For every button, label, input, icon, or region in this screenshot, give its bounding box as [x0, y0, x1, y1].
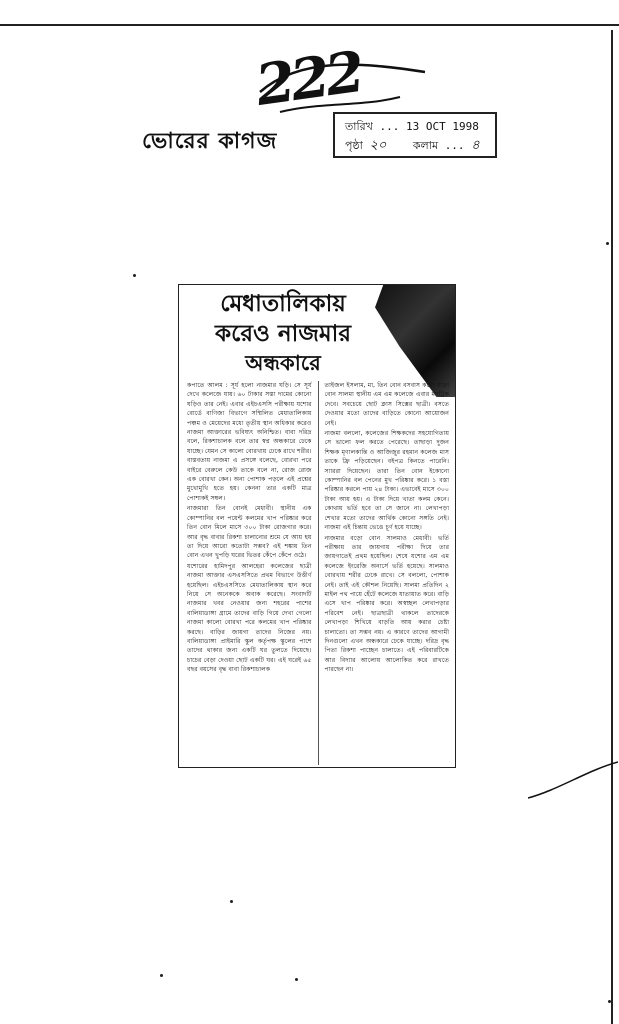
- column-divider: [318, 381, 319, 765]
- stamp-page-value: ২০: [369, 138, 387, 153]
- speck: [160, 974, 163, 977]
- article-paragraph: কপাতে আলম : সূর্য হলো নাজমার ঘড়ি। সে সূর্য দেখে কলেজে যায়। ৬০ টাকার সস্তা দামের কোনো ঘড়িও তার নেই। এবার এইচএসসি পরীক্ষায় যশোর বোর্ডে বাণিজ্য বিভাগে সম্মিলিত মেধাতালিকায় পঞ্চম ও মেয়েদের মধ্যে তৃতীয় স্থান অধিকার করেও নাজমা আক্তারের ভবিষ্যৎ অনিশ্চিত। বাবা দরিদ্র বলে, রিকশাচালক বলে তার স্বপ্ন অন্ধকারে ঢেকে যাচ্ছে। যেমন সে কালো বোরখায় ঢেকে রাখে শরীর। বাস্তবতায় নাজমা এ প্রসঙ্গে বলেছে, বোরখা পরে বাইরে বেরুলে কেউ তাকে বলে না, রোজ রোজ এক বোরখা কেন। অন্য পোশাক পড়লে এই প্রশ্নের মুখোমুখি হতে হয়। কেননা তার একটি মাত্র পোশাকই সম্বল।: [187, 382, 312, 502]
- top-border-line: [0, 24, 619, 26]
- newspaper-clipping: [178, 284, 456, 768]
- article-paragraph: নাজমা বললো, কলেজের শিক্ষকদের সহযোগিতায় সে ভালো ফল করতে পেরেছে। তাছাড়া দুজন শিক্ষক মৃণালকান্তি ও আজিজুর রহমান কলেজ মাস তাকে ফ্রি পড়িয়েছেন। বইপত্র কিনতে পারেনি। স্যাররা দিয়েছেন। তারা তিন বোন ইকোনো কোম্পানির বল পেনের মুখ পরিষ্কার করে। ১ বস্তা পরিষ্কার করলে পায় ২৪ টাকা। এভাবেই মাসে ৩০০ টাকা আয় হয়। এ টাকা দিয়ে খাতা কলম কেনে। কোথায় ভর্তি হবে তা সে জানে না। লেখাপড়া শেখার মতো তাদের আর্থিক কোনো সঙ্গতি নেই। নাজমা এই চিন্তায় ভেঙে চূর্ণ হয়ে যাচ্ছে।: [324, 430, 449, 532]
- headline-line-2: করেও নাজমার: [215, 321, 351, 347]
- right-border-line: [611, 30, 613, 1024]
- article-column-1: [187, 381, 312, 765]
- speck: [230, 900, 233, 903]
- article-paragraph: নাজমার বড়ো বোন সালমাও মেধাবী। ভর্তি পরীক্ষায় তার জায়গায় পরীক্ষা দিয়ে তার জায়গাতেই প্রথম হয়েছিল। শেষে যশোর এম এম কলেজে ইংরেজি অনার্সে ভর্তি হয়েছে। সালমাও বোরখায় শরীর ঢেকে রাখে। সে বললো, পোশাক নেই। তাই এই কৌশল নিয়েছি। সালমা প্রতিদিন ২ মাইল পথ পায়ে হেঁটে কলেজে যাতায়াত করে। বাড়ি এসে খাপ পরিষ্কার করে। অস্বচ্ছল লেখাপড়ার পরিবেশ নেই। ছাত্রছাত্রী থাকলে তাদেরকে লেখাপড়া শিখিয়ে বাড়তি আয় করার চেষ্টা চালাতো। তা সম্ভব নয়। এ কারণে তাদের আগামী দিনগুলো এখন অন্ধকারে ঢেকে যাচ্ছে। দরিদ্র বৃদ্ধ পিতা রিকশা পাচ্ছেন চালাতে। এই পরিবারটিকে আর বিদ্যার আলোয় আলোকিত করে রাখতে পারছেন না।: [324, 534, 449, 674]
- date-stamp: [333, 112, 497, 158]
- speck: [133, 274, 136, 277]
- stamp-date-label: তারিখ: [345, 120, 373, 133]
- stamp-date-value: 13 OCT 1998: [406, 120, 479, 133]
- stamp-page-label: পৃষ্ঠা: [345, 139, 363, 152]
- article-paragraph: নাজমারা তিন বোনই মেধাবী। স্থানীয় এক কোম্পানির বল পয়েন্ট কলমের খাপ পরিষ্কার করে তিন বোন মিলে মাসে ৩০০ টাকা রোজগার করে। আর বৃদ্ধ বাবার রিকশা চালানোর শ্রমে যে আয় হয় তা দিয়ে আরো কতোটা সম্ভব? এই শঙ্কায় তিন বোন এখন খুপড়ি ঘরের ভিতর কেঁপে কেঁপে ওঠে।: [187, 505, 312, 560]
- stamp-page-line: পৃষ্ঠা ২০ কলাম ... ৪: [345, 138, 480, 153]
- headline-line-1: মেধাতালিকায়: [220, 291, 346, 317]
- newspaper-masthead: ভোরের কাগজ: [142, 129, 278, 154]
- stamp-column-label: কলাম: [412, 139, 439, 152]
- clipping-headline: [185, 289, 381, 377]
- headline-line-3: অন্ধকারে: [245, 351, 321, 375]
- ink-mark: [528, 760, 618, 800]
- stamp-date-line: তারিখ ... 13 OCT 1998: [345, 120, 479, 133]
- speck: [295, 978, 298, 981]
- article-column-2: [324, 381, 449, 765]
- article-paragraph: তাইজল ইসলাম, মা, তিন বোন বসবাস করে। বড়ো বোন সালমা স্থানীয় এম এম কলেজে এবার ম্যাট্রিক দেবে। সবচেয়ে ছোট ক্লাস সিক্সের ছাত্রী। বসতে দেওয়ার মতো তাদের বাড়িতে কোনো আয়োজন নেই।: [324, 382, 449, 427]
- article-paragraph: যশোরের হামিদপুর আলহেরা কলেজের ছাত্রী নাজমা আক্তার এসএসসিতে প্রথম বিভাগে উত্তীর্ণ হয়েছিল। এইচএসসিতে মেধাতালিকায় স্থান করে নিয়ে সে অনেককে অবাক করেছে। সংবাদটি নাজমার খবর নেওয়ার জন্য শহরের পাশের বালিয়াডাঙ্গা গ্রামে তাদের বাড়ি গিয়ে দেখা গেলো নাজমা কালো বোরখা পরে কলমের খাপ পরিষ্কার করছে। বাড়ির জায়গা তাদের নিজের নয়। বালিয়াডাঙ্গা প্রাইমারি স্কুল কর্তৃপক্ষ স্কুলের পাশে তাদের থাকার জন্য একটি ঘর তুলতে দিয়েছে। চাচের বেড়া দেওয়া ছোট একটি ঘর। এই ঘরেই ৬৫ বছর বয়সের বৃদ্ধ বাবা রিকশাচালক: [187, 562, 312, 674]
- handwritten-number: 222: [251, 39, 365, 119]
- article-columns: [187, 381, 449, 765]
- speck: [606, 242, 609, 245]
- stamp-column-value: ৪: [471, 138, 480, 153]
- speck: [608, 1000, 611, 1003]
